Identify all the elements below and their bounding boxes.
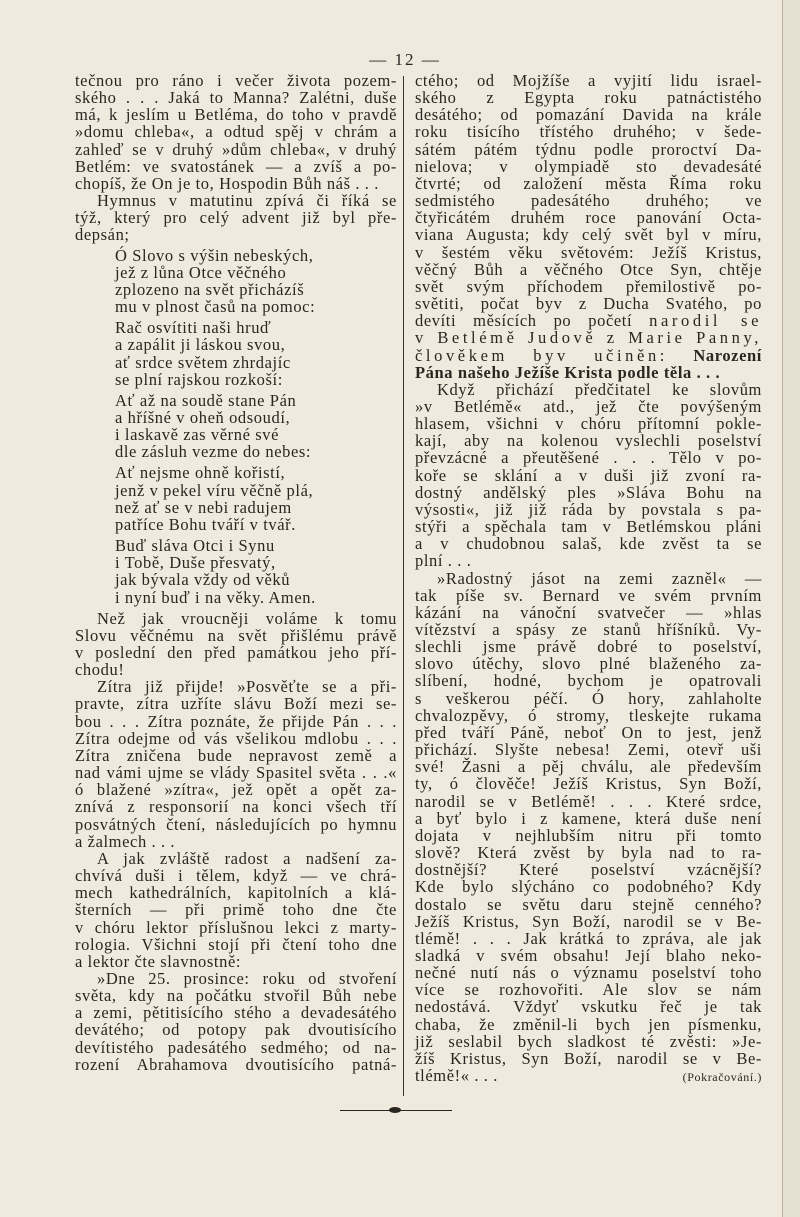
text-line: sátém pátém týdnu podle proroctví Da-	[415, 139, 762, 159]
text-line: slíbení, hodné, bychom je opatrovali	[415, 671, 762, 691]
text-line: i Tobě, Duše přesvatý,	[115, 553, 276, 573]
text-line: mech kathedrálních, kapitolních a klá-	[75, 883, 397, 903]
text-line: sladká v svém obsahu! Její blaho neko-	[415, 945, 762, 965]
text-line: i nyní buď i na věky. Amen.	[115, 587, 316, 607]
text-line: světa, kdy na počátku stvořil Bůh nebe	[75, 986, 397, 1006]
text-line: znívá z responsorií na konci všech tří	[75, 797, 397, 817]
text-line: slově? Která zvěst by byla nad to ra-	[415, 843, 762, 863]
bold-text: Pána našeho Ježíše Krista podle těla . . .	[415, 362, 721, 382]
bold-text: Narození	[693, 345, 762, 365]
page-number: — 12 —	[369, 50, 441, 69]
text-line: výsosti«, již již ráda by povstala s pa-	[415, 499, 762, 519]
right-column	[415, 72, 762, 1086]
text-line: zplozeno na svět přicházíš	[115, 279, 305, 299]
text-line: Ó Slovo s výšin nebeských,	[115, 245, 314, 265]
hymn-stanza	[75, 392, 397, 461]
text-line: desátého; od pomazání Davida na krále	[415, 105, 762, 125]
text-line: nielova; v olympiadě sto devadesáté	[415, 156, 762, 176]
text-line: i laskavě zas věrné své	[115, 425, 280, 445]
text-line: s veškerou péčí. Ó hory, zahlaholte	[415, 688, 762, 708]
text-line: chvalozpěvy, ó stromy, tleskejte rukama	[415, 705, 762, 725]
text-line: stýři a spěchala tam v Betlémskou pláni	[415, 517, 762, 537]
text-line: ať srdce světem zhrdajíc	[115, 352, 291, 372]
text-line: depsán;	[75, 225, 130, 245]
text-line: v chóru lektor příslušnou lekci z marty-	[75, 917, 397, 937]
text-line: »Dne 25. prosince: roku od stvoření	[97, 968, 397, 988]
text-line: více se rozhovořiti. Ale slov se nám	[415, 980, 762, 1000]
text-line: ty, ó člověče! Ježíš Kristus, Syn Boží,	[415, 774, 762, 794]
text-line: jenž v pekel víru věčně plá,	[115, 480, 314, 500]
text-line: a byť bylo i z kamene, která duše není	[415, 808, 762, 828]
text-line: Ať až na soudě stane Pán	[115, 390, 297, 410]
text-line: slechli jsme právě dobré to poselství,	[415, 637, 762, 657]
end-ornament-icon	[340, 1109, 452, 1112]
text-line	[415, 347, 762, 364]
page-edge	[782, 0, 800, 1217]
hymn-stanza	[75, 319, 397, 388]
text-line: a v chudobnou salaš, kde zvěst ta se	[415, 534, 762, 554]
paragraph	[415, 72, 762, 381]
hymn-stanza	[75, 247, 397, 316]
text-line: svět svým příchodem přemilostivě po-	[415, 276, 762, 296]
text-line: Zítra zničena bude nepravost země a	[75, 745, 397, 765]
paragraph	[415, 570, 762, 1085]
text-line: světiti, počat byv z Ducha Svatého, po	[415, 294, 762, 314]
text-line: šterních — při primě toho dne čte	[75, 900, 397, 920]
spaced-text: v Betlémě Judově z Marie Panny,	[415, 328, 762, 348]
text-line: své! Žasni a pěj chválu, ale především	[415, 757, 762, 777]
text-line: devátého; od potopy pak dvoutisícího	[75, 1020, 397, 1040]
paragraph	[75, 192, 397, 243]
paragraph	[75, 610, 397, 679]
text-line: pravte, zítra uzříte slávu Boží mezi se-	[75, 694, 397, 714]
spaced-text: narodil se	[649, 311, 762, 331]
text-line	[415, 364, 762, 381]
text-line: dostalo se světu daru stejně cenného?	[415, 894, 762, 914]
text-line: chaba, že změnil-li bych jen písmenku,	[415, 1014, 762, 1034]
text-line	[415, 312, 762, 329]
text-line: než ať se v nebi radujem	[115, 497, 292, 517]
text-line: rození Abrahamova dvoutisícího patná-	[75, 1054, 397, 1074]
text-line: Betlém: ve svatostánek — a zvíš a po-	[75, 156, 397, 176]
text-line: posvátných čtení, následujících po hymnu	[75, 814, 397, 834]
text-line: nečné nutí nás o významu poselství toho	[415, 963, 762, 983]
text-line: ského . . . Jaká to Manna? Zalétni, duše	[75, 88, 397, 108]
text-line: a zapálit ji láskou svou,	[115, 335, 286, 355]
text-line: Zítra již přijde! »Posvěťte se a při-	[97, 677, 397, 697]
text-line: chodu!	[75, 660, 125, 680]
text-line: dostnější? Které poselství vzácnější?	[415, 860, 762, 880]
text-line: čtyřicátém druhém roce panování Octa-	[415, 208, 762, 228]
text-line: Kde bylo slýcháno co podobného? Kdy	[415, 877, 762, 897]
paragraph	[75, 970, 397, 1073]
text-line: čtvrté; od založení města Říma roku	[415, 173, 762, 193]
paragraph	[75, 72, 397, 192]
text-line: patříce Bohu tváří v tvář.	[115, 514, 297, 534]
text-line: převzácné a přeutěšené . . . Tělo v po-	[415, 448, 762, 468]
text-line: tečnou pro ráno i večer života pozem-	[75, 71, 397, 90]
text-line: tlémě! . . . Jak krátká to zpráva, ale jak	[415, 928, 762, 948]
text-line: a hříšné v oheň odsoudí,	[115, 407, 291, 427]
text-line: ského z Egypta roku patnáctistého	[415, 88, 762, 108]
text-line: koře se sklání a v duši již zvoní ra-	[415, 465, 762, 485]
text-line	[415, 329, 762, 346]
text-line: v poslední den před památkou jeho pří-	[75, 643, 397, 662]
text-line: týž, který pro celý advent již byl pře-	[75, 208, 397, 228]
spaced-text: člověkem byv učiněn:	[415, 345, 694, 365]
text-line: bou . . . Zítra poznáte, že přijde Pán . . .	[75, 711, 397, 731]
text-line: Než jak vroucněji voláme k tomu	[97, 608, 397, 628]
text-line: nad vámi ujme se vlády Spasitel světa . . .«	[75, 763, 397, 783]
text-line: kají, aby na kolenou vyslechli poselství	[415, 431, 762, 451]
text-line: již seslabil bych sladkost té zvěsti: »Je-	[415, 1031, 762, 1051]
text-line: Ať nejsme ohně kořistí,	[115, 463, 286, 483]
text-line: hlasem, všichni v chóru přítomní pokle-	[415, 414, 762, 434]
continuation-note: (Pokračování.)	[682, 1070, 762, 1085]
text-line: Zítra odejme od vás všelikou mdlobu . . .	[75, 728, 397, 748]
text-line: Když přichází předčitatel ke slovům	[437, 379, 762, 399]
text-line: kázání na vánoční svatvečer — »hlas	[415, 602, 762, 622]
text-line: se plní rajskou rozkoší:	[115, 369, 283, 389]
text-line: jež z lůna Otce věčného	[115, 262, 287, 282]
paragraph	[75, 678, 397, 850]
text-segment: tlémě!« . . .	[415, 1066, 498, 1086]
text-line: sedmistého padesátého druhého; ve	[415, 191, 762, 211]
text-line: rologia. Všichni stojí při čtení toho dne	[75, 934, 397, 954]
text-line: mu v plnost časů na pomoc:	[115, 297, 316, 317]
column-divider	[403, 76, 404, 1096]
text-segment: devíti měsících po početí	[415, 311, 650, 331]
text-line: a zemi, pětitisícího stého a devadesátého	[75, 1003, 397, 1023]
text-line	[415, 1067, 762, 1084]
text-line: má, k jeslím u Betléma, do toho v pravdě	[75, 105, 397, 125]
paragraph	[415, 381, 762, 570]
text-line: jak bývala vždy od věků	[115, 570, 291, 590]
text-line: přichází. Slyšte nebesa! Zemi, otevř uši	[415, 740, 762, 760]
text-line: tak píše sv. Bernard ve svém prvním	[415, 585, 762, 605]
text-line: dle zásluh vezme do nebes:	[115, 442, 312, 462]
text-line: Ježíš Kristus, Syn Boží, narodil se v Be-	[415, 911, 762, 931]
text-line: před tváří Páně, neboť On to jest, jenž	[415, 722, 762, 742]
text-line: »domu chleba«, a odtud spěj v chrám a	[75, 122, 397, 142]
text-line: věčný Bůh a věčného Otce Syn, chtěje	[415, 259, 762, 279]
text-line: plní . . .	[415, 551, 472, 571]
text-line: »v Betlémě« atd., jež čte povýšeným	[415, 396, 762, 416]
hymn-stanza	[75, 464, 397, 533]
text-line: chvívá duši i tělem, když — ve chrá-	[75, 866, 397, 886]
paragraph	[75, 850, 397, 970]
text-line: ó blažené »zítra«, jež opět a opět za-	[75, 780, 397, 800]
text-line: a lektor čte slavnostně:	[75, 951, 242, 971]
text-line: viana Augusta; kdy celý svět byl v míru,	[415, 225, 762, 245]
text-line: slovo útěchy, slovo plné blaženého za-	[415, 654, 762, 674]
text-line: dostný andělský ples »Sláva Bohu na	[415, 482, 762, 502]
text-line: Rač osvítiti naši hruď	[115, 318, 272, 338]
text-line: v šestém věku světovém: Ježíš Kristus,	[415, 242, 762, 262]
text-line: »Radostný jásot na zemi zazněl« —	[437, 568, 762, 588]
text-line: ctého; od Mojžíše a vyjití lidu israel-	[415, 71, 762, 90]
text-line: devítistého padesátého sedmého; od na-	[75, 1037, 397, 1057]
text-line: narodil se v Betlémě! . . . Které srdce,	[415, 791, 762, 811]
text-line: chopíš, že On je to, Hospodin Bůh náš . . .	[75, 173, 379, 193]
text-line: Hymnus v matutinu zpívá či říká se	[97, 191, 397, 211]
text-line: nedostává. Vždyť vskutku řeč je tak	[415, 997, 762, 1017]
hymn-stanza	[75, 537, 397, 606]
text-line: a žalmech . . .	[75, 831, 176, 851]
text-line: Slovu věčnému na svět přišlému právě	[75, 625, 397, 645]
text-line: žíš Kristus, Syn Boží, narodil se v Be-	[415, 1048, 762, 1068]
text-line: zahleď se v druhý »dům chleba«, v druhý	[75, 139, 397, 159]
left-column	[75, 72, 397, 1073]
text-line: dojata v nejhlubším nitru při tomto	[415, 825, 762, 845]
text-line: A jak zvláště radost a nadšení za-	[97, 848, 397, 868]
text-line: roku tisícího třístého druhého; v šede-	[415, 122, 762, 142]
text-line: Buď sláva Otci i Synu	[115, 536, 275, 556]
text-line: vítězství a spásy ze stanů hříšníků. Vy-	[415, 620, 762, 639]
